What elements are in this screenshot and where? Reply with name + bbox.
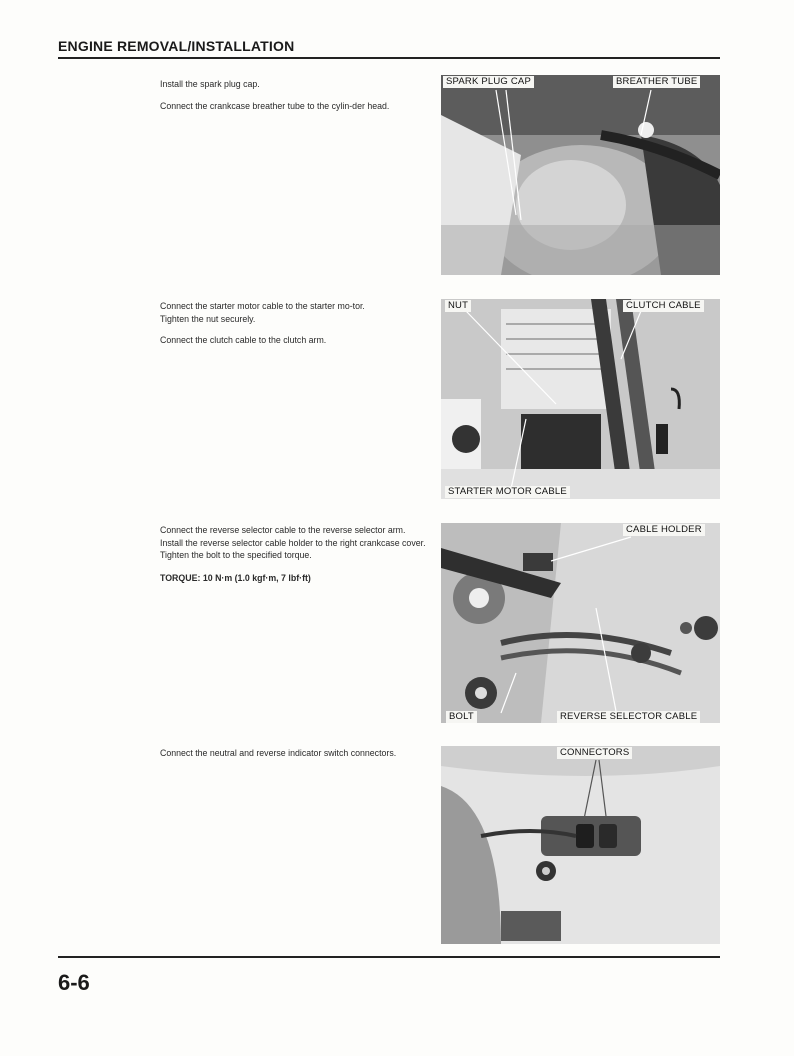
label-breather-tube: BREATHER TUBE (613, 76, 700, 88)
header-rule (58, 57, 720, 59)
instruction-text: Connect the reverse selector cable to the reverse selector arm. (160, 525, 406, 535)
engine-photo-illustration (441, 523, 720, 723)
instruction-text: Connect the clutch cable to the clutch arm. (160, 335, 327, 345)
engine-photo-illustration (441, 746, 720, 944)
instruction-block-4 (160, 747, 435, 769)
footer-rule (58, 956, 720, 958)
engine-photo-illustration (441, 75, 720, 275)
instruction-text: Connect the neutral and reverse indicator switch connectors. (160, 748, 397, 758)
section-header: ENGINE REMOVAL/INSTALLATION (58, 38, 295, 54)
label-clutch-cable: CLUTCH CABLE (623, 300, 704, 312)
photo-spark-plug-breather (441, 75, 720, 275)
instruction-block-2 (160, 300, 435, 356)
engine-photo-illustration (441, 299, 720, 499)
label-spark-plug-cap: SPARK PLUG CAP (443, 76, 534, 88)
instruction-text: Connect the crankcase breather tube to the cylin-der head. (160, 100, 390, 111)
label-starter-motor-cable: STARTER MOTOR CABLE (445, 486, 570, 498)
label-connectors: CONNECTORS (557, 747, 632, 759)
instruction-text: Tighten the bolt to the specified torque. (160, 550, 312, 560)
instruction-block-3 (160, 524, 435, 593)
instruction-text: Install the reverse selector cable holder to the right crankcase cover. (160, 537, 426, 548)
label-cable-holder: CABLE HOLDER (623, 524, 705, 536)
label-bolt: BOLT (446, 711, 477, 723)
photo-reverse-selector (441, 523, 720, 723)
label-nut: NUT (445, 300, 471, 312)
instruction-text: Connect the starter motor cable to the starter mo-tor. (160, 301, 365, 311)
instruction-block-1 (160, 78, 435, 121)
label-reverse-selector-cable: REVERSE SELECTOR CABLE (557, 711, 700, 723)
page-number: 6-6 (58, 970, 90, 995)
photo-connectors (441, 746, 720, 944)
instruction-text: Install the spark plug cap. (160, 79, 260, 89)
torque-spec: TORQUE: 10 N·m (1.0 kgf·m, 7 lbf·ft) (160, 572, 311, 583)
photo-starter-clutch (441, 299, 720, 499)
instruction-text: Tighten the nut securely. (160, 313, 256, 324)
